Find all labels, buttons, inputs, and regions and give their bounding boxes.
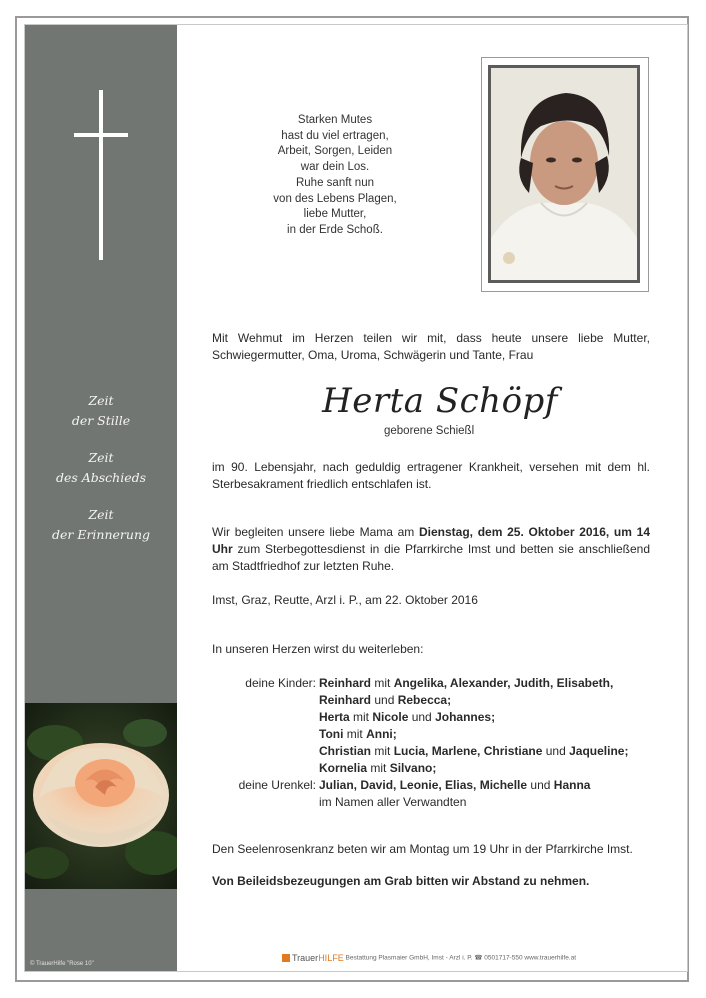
zeit-line: des Abschieds xyxy=(55,470,147,485)
zeit-line: der Erinnerung xyxy=(51,527,151,542)
family-line: Kornelia mit Silvano; xyxy=(319,761,437,775)
poem xyxy=(240,113,430,239)
image-credit: © TrauerHilfe "Rose 10" xyxy=(30,961,94,967)
family-line: Reinhard mit Angelika, Alexander, Judith, Elisabeth, xyxy=(319,676,614,690)
funeral-text xyxy=(212,524,650,575)
hearts-line: In unseren Herzen wirst du weiterleben: xyxy=(212,642,424,656)
portrait-icon xyxy=(491,68,637,280)
family-line: Herta mit Nicole und Johannes; xyxy=(319,710,496,724)
poem-line: in der Erde Schoß. xyxy=(287,223,383,236)
grandchildren-label: deine Urenkel: xyxy=(238,778,316,792)
family-others: im Namen aller Verwandten xyxy=(319,795,467,809)
family-line: Toni mit Anni; xyxy=(319,727,397,741)
funeral-post: zum Sterbegottesdienst in die Pfarrkirche Imst und betten sie anschließend am Stadtfriedhof zur letzten Ruhe. xyxy=(212,542,650,573)
funeral-pre: Wir begleiten unsere liebe Mama am xyxy=(212,525,419,539)
family-line: Christian mit Lucia, Marlene, Christiane und Jaqueline; xyxy=(319,744,629,758)
rosary-text: Den Seelenrosenkranz beten wir am Montag um 19 Uhr in der Pfarrkirche Imst. xyxy=(212,842,633,856)
cross-icon xyxy=(99,90,103,260)
zeit-erinnerung xyxy=(25,505,177,545)
portrait-photo xyxy=(488,65,640,283)
rose-icon xyxy=(25,703,177,889)
rose-image xyxy=(25,703,177,889)
footer-text: Bestattung Plasmaier GmbH, Imst - Arzl i. P. ☎ 0501717-550 www.trauerhilfe.at xyxy=(345,954,577,962)
brand: TrauerHILFE xyxy=(292,953,344,963)
cross-icon-bar xyxy=(74,133,128,137)
zeit-line: Zeit xyxy=(88,507,114,522)
zeit-abschieds xyxy=(25,448,177,488)
poem-line: Starken Mutes xyxy=(297,114,373,126)
family-line: Reinhard und Rebecca; xyxy=(319,693,452,707)
funeral-date: Dienstag, dem 25. Oktober 2016, um 14 Uhr xyxy=(212,525,650,556)
place-date: Imst, Graz, Reutte, Arzl i. P., am 22. Oktober 2016 xyxy=(212,593,478,607)
children-label: deine Kinder: xyxy=(245,676,316,690)
zeit-line: Zeit xyxy=(88,450,114,465)
poem-line: war dein Los. xyxy=(300,161,370,174)
footer xyxy=(282,953,576,963)
zeit-line: der Stille xyxy=(71,413,131,428)
condolence-text: Von Beileidsbezeugungen am Grab bitten wir Abstand zu nehmen. xyxy=(212,874,590,888)
poem-line: Ruhe sanft nun xyxy=(295,176,374,189)
birth-name: geborene Schießl xyxy=(384,425,475,437)
poem-line: liebe Mutter, xyxy=(303,208,367,221)
deceased-name: Herta Schöpf xyxy=(322,381,558,421)
family-line: Julian, David, Leonie, Elias, Michelle und Hanna xyxy=(319,778,591,792)
poem-line: hast du viel ertragen, xyxy=(281,129,389,142)
poem-line: Arbeit, Sorgen, Leiden xyxy=(277,145,393,158)
death-text: im 90. Lebensjahr, nach geduldig ertragener Krankheit, versehen mit dem hl. Sterbesakrament friedlich entschlafen ist. xyxy=(212,460,650,491)
zeit-line: Zeit xyxy=(88,393,114,408)
zeit-stille xyxy=(25,391,177,431)
trauerhilfe-logo-icon xyxy=(282,954,290,962)
poem-line: von des Lebens Plagen, xyxy=(273,192,397,205)
intro-text: Mit Wehmut im Herzen teilen wir mit, dass heute unsere liebe Mutter, Schwiegermutter, Oma, Uroma, Schwägerin und Tante, Frau xyxy=(212,331,650,362)
